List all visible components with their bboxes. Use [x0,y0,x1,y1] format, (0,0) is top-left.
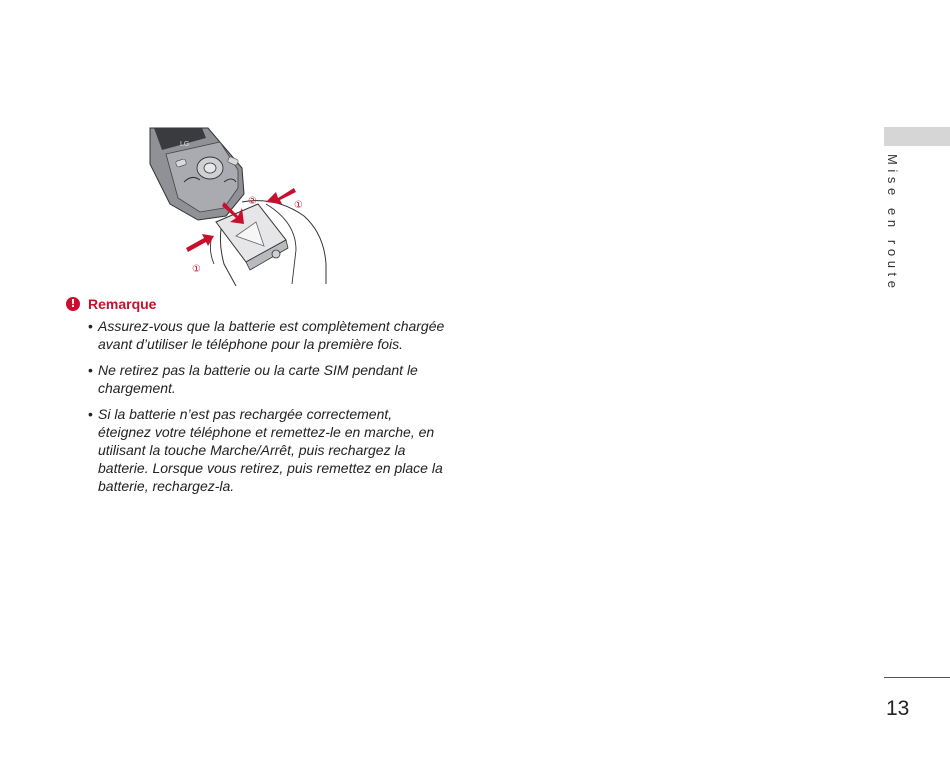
page-number: 13 [886,697,910,720]
bullet-icon: • [88,362,93,378]
section-label: Mise en route [885,154,900,293]
phone-body [150,128,244,220]
note-header [66,295,446,313]
arrow-press-right [266,188,296,204]
list-item-text: Si la batterie n’est pas rechargée correctement, éteignez votre téléphone et remettez-le en marche, en utilisant la touche Marche/Arrêt, puis rechargez la batterie. Lorsque vous retirez, puis remettez en place la batterie, rechargez-la. [98,406,443,494]
step-label: ① [192,264,201,275]
list-item-text: Ne retirez pas la batterie ou la carte SIM pendant le chargement. [98,362,418,396]
warning-icon: ! [66,297,80,311]
arrow-push-left [186,234,214,252]
list-item [66,361,446,397]
bullet-icon: • [88,318,93,334]
section-tab [884,127,950,146]
brand-mark: LG [180,141,190,148]
note-list [66,317,446,495]
step-label: ① [294,200,303,211]
list-item-text: Assurez-vous que la batterie est complètement chargée avant d’utiliser le téléphone pour la première fois. [98,318,445,352]
bullet-icon: • [88,406,93,422]
remark-note [66,295,446,503]
battery-insertion-illustration [146,124,336,288]
step-label: ② [248,196,257,207]
list-item [66,317,446,353]
list-item [66,405,446,495]
note-title: Remarque [88,296,157,312]
footer-divider [884,677,950,678]
